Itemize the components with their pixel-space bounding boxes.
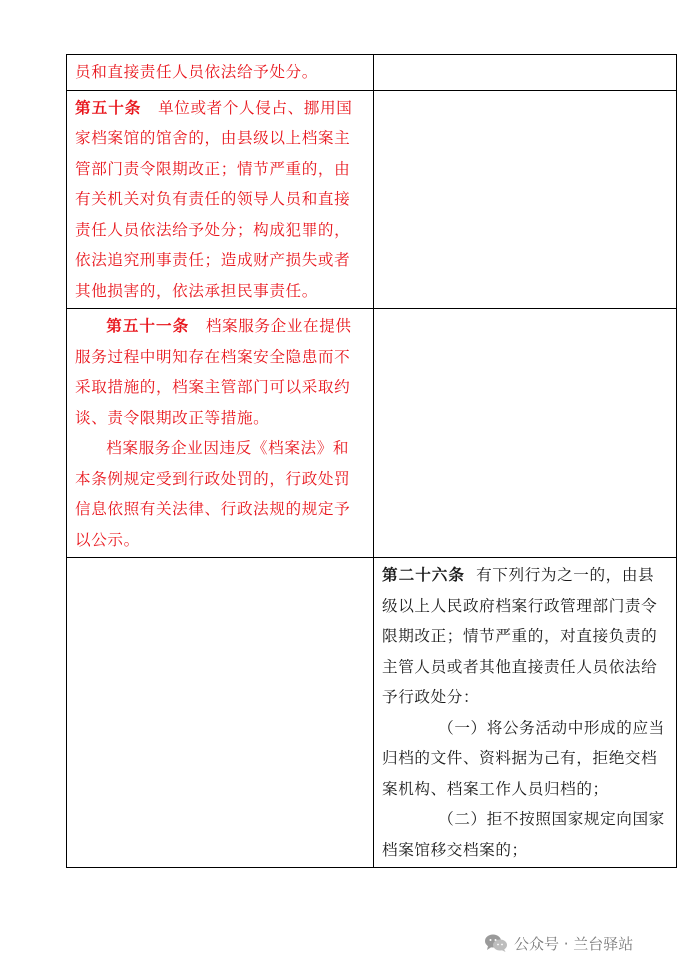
table-cell-old-law	[374, 309, 677, 558]
table-row	[67, 309, 677, 558]
article-body: 有下列行为之一的，由县级以上人民政府档案行政管理部门责令限期改正；情节严重的，对直接负责的主管人员或者其他直接责任人员依法给予行政处分：	[382, 566, 658, 706]
article-body: 档案服务企业在提供服务过程中明知存在档案安全隐患而不采取措施的，档案主管部门可以采取约谈、责令限期改正等措施。	[75, 317, 352, 427]
table-cell-new-law	[67, 55, 374, 91]
table-cell-new-law	[67, 558, 374, 868]
table-row	[67, 55, 677, 91]
table-cell-old-law	[374, 558, 677, 868]
article-paragraph	[75, 93, 365, 307]
list-item: （二）拒不按照国家规定向国家档案馆移交档案的；	[382, 810, 665, 859]
table-cell-old-law	[374, 90, 677, 309]
article-paragraph	[75, 311, 365, 433]
clause-text: 员和直接责任人员依法给予处分。	[75, 63, 318, 81]
table-cell-new-law	[67, 90, 374, 309]
table-cell-old-law	[374, 55, 677, 91]
article-paragraph: 档案服务企业因违反《档案法》和本条例规定受到行政处罚的，行政处罚信息依照有关法律、行政法规的规定予以公示。	[75, 439, 351, 549]
comparison-table	[66, 54, 677, 868]
watermark-text: 公众号 · 兰台驿站	[514, 934, 634, 953]
list-item: （一）将公务活动中形成的应当归档的文件、资料据为己有，拒绝交档案机构、档案工作人员归档的；	[382, 718, 665, 798]
article-heading: 第二十六条	[382, 565, 465, 584]
article-paragraph	[382, 560, 668, 713]
table-row	[67, 558, 677, 868]
article-body: 单位或者个人侵占、挪用国家档案馆的馆舍的，由县级以上档案主管部门责令限期改正；情节严重的，由有关机关对负有责任的领导人员和直接责任人员依法给予处分；构成犯罪的，依法追究刑事责任；造成财产损失或者其他损害的，依法承担民事责任。	[75, 98, 353, 300]
watermark	[484, 931, 633, 955]
wechat-icon	[484, 933, 508, 953]
article-heading: 第五十条	[75, 97, 142, 117]
table-cell-new-law	[67, 309, 374, 558]
table-row	[67, 90, 677, 309]
article-heading: 第五十一条	[106, 316, 190, 335]
